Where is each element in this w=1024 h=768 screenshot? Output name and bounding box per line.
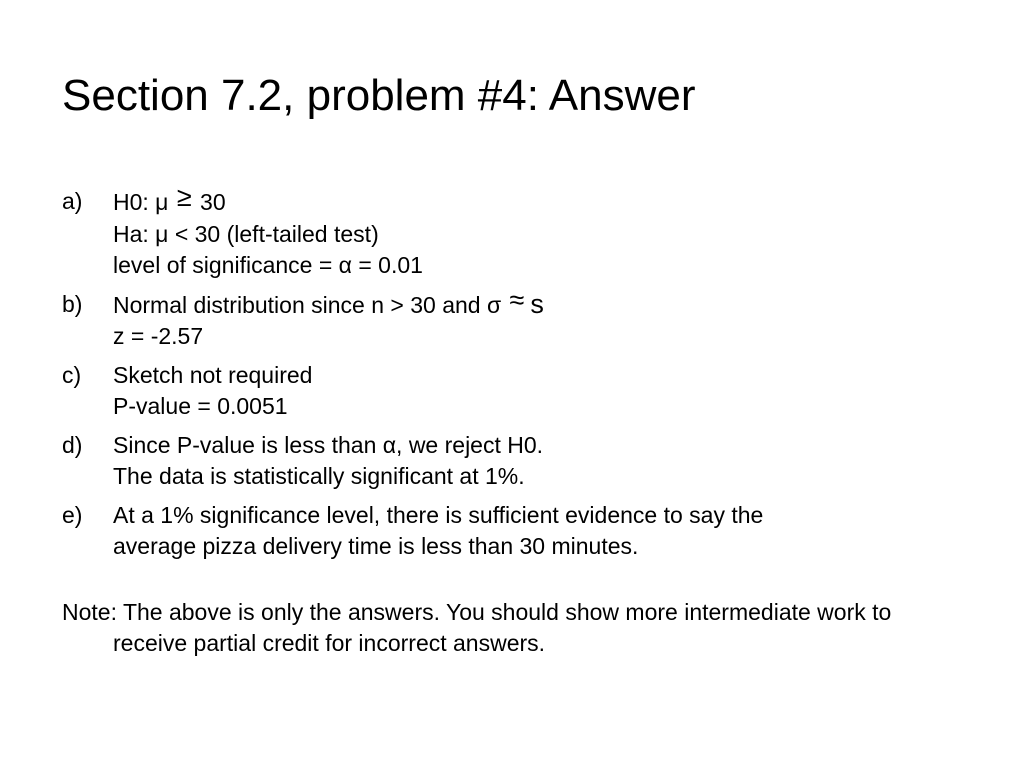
sketch-note: Sketch not required (113, 361, 313, 388)
answer-item-c (62, 360, 962, 423)
hypothesis-null-text: H0: μ (113, 189, 169, 215)
distribution-line (113, 284, 962, 322)
p-value: P-value = 0.0051 (113, 393, 288, 419)
item-marker: a) (62, 188, 83, 214)
item-marker: d) (62, 431, 83, 458)
item-marker: c) (62, 361, 82, 388)
approx-symbol: ≈ (509, 284, 525, 315)
note-text: Note: The above is only the answers. You should show more intermediate work to receive partial credit for incorrect answers. (62, 598, 892, 656)
answer-list (62, 182, 962, 660)
hypothesis-null (113, 182, 962, 219)
distribution-text: Normal distribution since n > 30 and σ (113, 291, 502, 318)
answer-item-d (62, 430, 962, 493)
conclusion-line-1: At a 1% significance level, there is sufficient evidence to say the (113, 501, 764, 528)
item-marker: b) (62, 290, 83, 317)
hypothesis-null-value: 30 (193, 189, 226, 215)
hypothesis-alt: Ha: μ < 30 (left-tailed test) (113, 220, 379, 247)
answer-item-b (62, 284, 962, 353)
answer-item-e (62, 500, 962, 563)
significance-statement: The data is statistically significant at 1%. (113, 463, 525, 489)
significance-level: level of significance = α = 0.01 (113, 252, 423, 278)
z-value: z = -2.57 (113, 323, 204, 349)
sample-sd-symbol: s (530, 288, 544, 319)
item-marker: e) (62, 501, 83, 528)
slide-title: Section 7.2, problem #4: Answer (62, 71, 696, 120)
answer-item-a (62, 182, 962, 282)
decision: Since P-value is less than α, we reject H0. (113, 431, 544, 458)
greater-equal-symbol: ≥ (176, 182, 192, 212)
conclusion-line-2: average pizza delivery time is less than 30 minutes. (113, 533, 639, 559)
